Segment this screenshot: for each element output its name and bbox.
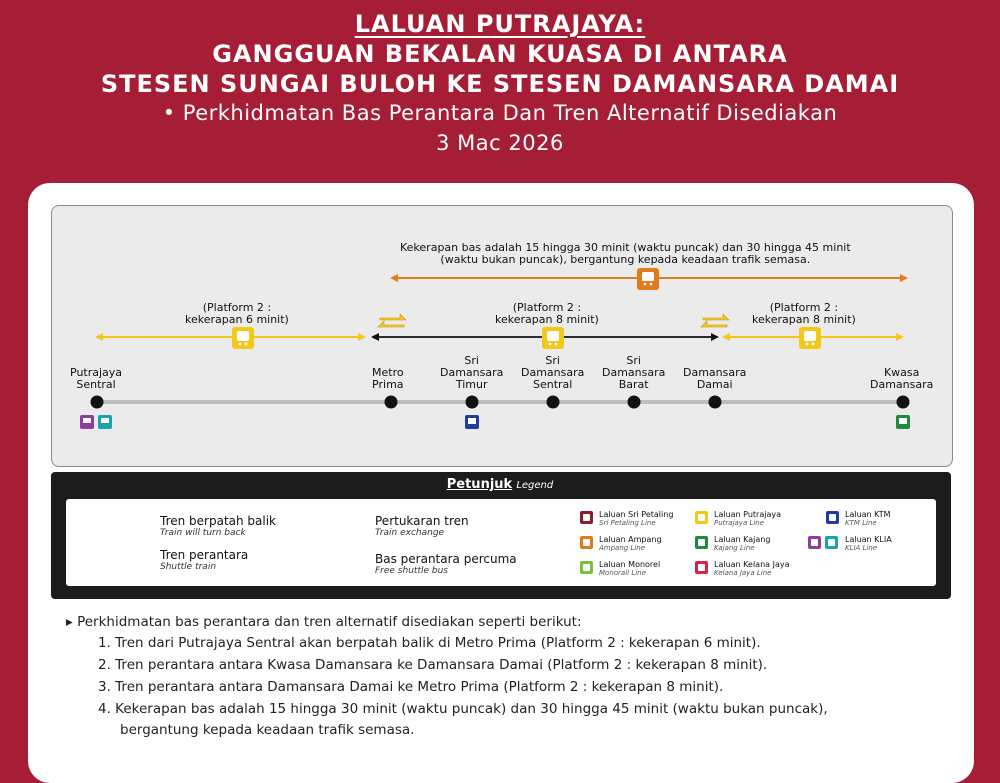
note-item-3: 3. Tren perantara antara Damansara Damai ke Metro Prima (Platform 2 : kekerapan 8 minit).	[98, 679, 724, 695]
line-label-ampang: Laluan Ampang	[599, 535, 662, 544]
legend-shuttle-sub: Shuttle train	[160, 562, 217, 572]
kelana-jaya-line-icon	[695, 561, 708, 574]
segment-2-label: (Platform 2 : kekerapan 8 minit)	[495, 301, 599, 326]
turnback-line-segment	[95, 333, 366, 341]
date: 3 Mac 2026	[436, 131, 564, 155]
title-line-1: LALUAN PUTRAJAYA:	[354, 10, 646, 38]
ktm-line-icon	[826, 511, 839, 524]
station-dot	[385, 396, 398, 409]
line-sub-putrajaya: Putrajaya Line	[714, 519, 765, 527]
station-damansara-damai: Damansara Damai	[683, 366, 747, 391]
line-label-ktm: Laluan KTM	[845, 510, 891, 519]
line-label-putrajaya: Laluan Putrajaya	[714, 510, 782, 519]
line-sub-ktm: KTM Line	[845, 519, 877, 527]
note-item-4: 4. Kekerapan bas adalah 15 hingga 30 minit (waktu puncak) dan 30 hingga 45 minit (waktu bukan puncak),	[98, 701, 828, 717]
putrajaya-line-icon	[695, 511, 708, 524]
notes-intro: ▸ Perkhidmatan bas perantara dan tren alternatif disediakan seperti berikut:	[66, 614, 582, 630]
klia-transit-badge	[98, 415, 112, 429]
klia-line-icon	[808, 536, 821, 549]
station-kwasa-damansara: Kwasa Damansara	[870, 366, 934, 391]
legend-shuttle-label: Tren perantara	[160, 548, 249, 562]
station-putrajaya-sentral: Putrajaya Sentral	[70, 366, 123, 391]
note-item-1: 1. Tren dari Putrajaya Sentral akan berpatah balik di Metro Prima (Platform 2 : kekerapan 6 minit).	[98, 635, 761, 651]
segment-1-label: (Platform 2 : kekerapan 6 minit)	[185, 301, 289, 326]
legend-body	[66, 499, 936, 586]
klia-transit-icon	[825, 536, 838, 549]
train-exchange-icon-2	[701, 314, 729, 327]
note-item-4-cont: bergantung kepada keadaan trafik semasa.	[120, 722, 415, 738]
station-dot	[91, 396, 104, 409]
station-sri-damansara-barat: Sri Damansara Barat	[602, 354, 666, 391]
legend-turnback-label: Tren berpatah balik	[160, 514, 277, 528]
bus-icon	[637, 268, 659, 290]
line-sub-sri-petaling: Sri Petaling Line	[599, 519, 656, 527]
klia-line-badge	[80, 415, 94, 429]
legend-exchange-sub: Train exchange	[375, 528, 445, 538]
line-label-monorel: Laluan Monorel	[599, 560, 661, 569]
legend-bus-label: Bas perantara percuma	[375, 552, 517, 566]
turnback-train-icon-2	[799, 327, 821, 349]
line-sub-ampang: Ampang Line	[599, 544, 646, 552]
monorail-line-icon	[580, 561, 593, 574]
line-label-kajang: Laluan Kajang	[714, 535, 771, 544]
legend-exchange-label: Pertukaran tren	[375, 514, 469, 528]
note-item-2: 2. Tren perantara antara Kwasa Damansara ke Damansara Damai (Platform 2 : kekerapan 8 minit).	[98, 657, 768, 673]
station-dot	[547, 396, 560, 409]
ktm-line-badge	[465, 415, 479, 429]
station-dot	[709, 396, 722, 409]
line-sub-kelana-jaya: Kelana Jaya Line	[714, 569, 772, 577]
station-dot	[897, 396, 910, 409]
station-sri-damansara-sentral: Sri Damansara Sentral	[521, 354, 585, 391]
kajang-line-badge	[896, 415, 910, 429]
station-metro-prima: Metro Prima	[372, 366, 404, 391]
line-sub-monorel: Monorail Line	[599, 569, 646, 577]
line-label-klia: Laluan KLIA	[845, 535, 892, 544]
legend-turnback-sub: Train will turn back	[160, 528, 246, 538]
station-dot	[628, 396, 641, 409]
train-exchange-icon	[378, 314, 406, 327]
sri-petaling-line-icon	[580, 511, 593, 524]
station-sri-damansara-timur: Sri Damansara Timur	[440, 354, 504, 391]
legend-title: Petunjuk Legend	[446, 477, 554, 492]
title-line-3: STESEN SUNGAI BULOH KE STESEN DAMANSARA DAMAI	[100, 70, 900, 98]
line-sub-kajang: Kajang Line	[714, 544, 755, 552]
ampang-line-icon	[580, 536, 593, 549]
line-label-sri-petaling: Laluan Sri Petaling	[599, 510, 674, 519]
shuttle-train-icon	[542, 327, 564, 349]
kajang-line-icon	[695, 536, 708, 549]
legend-bus-sub: Free shuttle bus	[375, 566, 448, 576]
turnback-train-icon	[232, 327, 254, 349]
line-sub-klia: KLIA Line	[845, 544, 878, 552]
bus-frequency-note: Kekerapan bas adalah 15 hingga 30 minit (waktu puncak) dan 30 hingga 45 minit (waktu bukan puncak), bergantung kepada keadaan trafik semasa.	[400, 241, 851, 266]
title-line-2: GANGGUAN BEKALAN KUASA DI ANTARA	[212, 40, 788, 68]
line-label-kelana-jaya: Laluan Kelana Jaya	[714, 560, 790, 569]
subtitle: • Perkhidmatan Bas Perantara Dan Tren Alternatif Disediakan	[162, 101, 838, 125]
station-dot	[466, 396, 479, 409]
segment-3-label: (Platform 2 : kekerapan 8 minit)	[752, 301, 856, 326]
